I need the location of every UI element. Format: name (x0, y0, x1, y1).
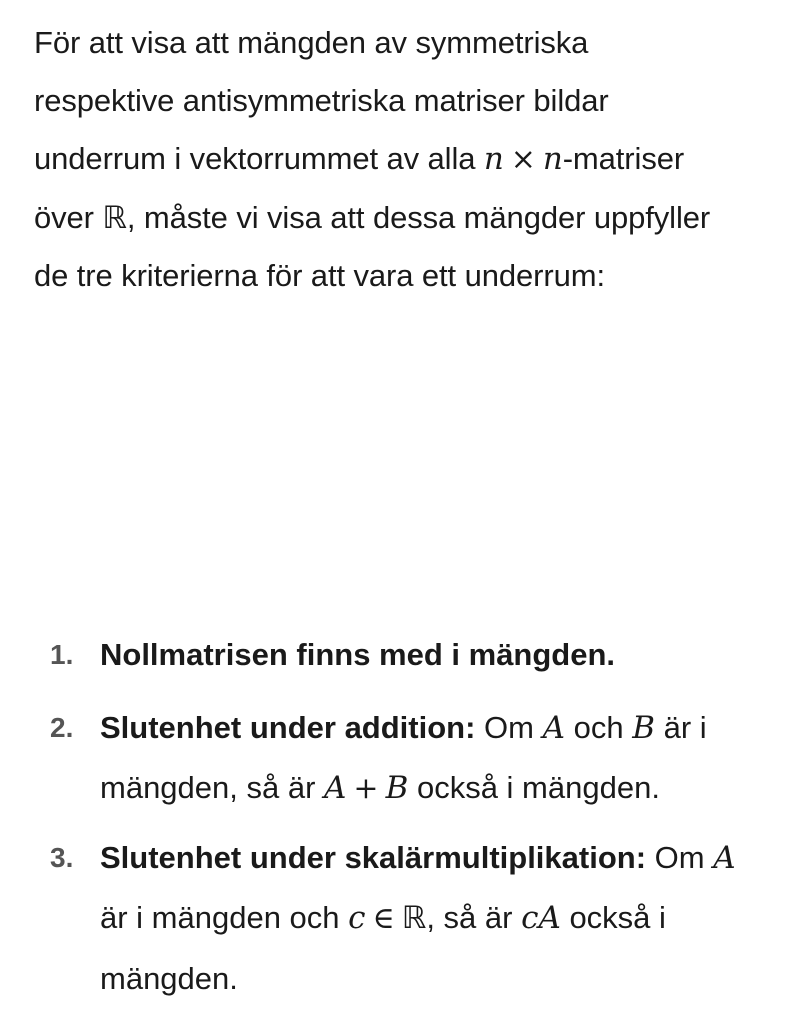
criterion-text: också i mängden. (408, 770, 660, 805)
math-A: A (324, 770, 347, 806)
math-reals: ℝ (102, 200, 127, 236)
math-element-of: ∈ (372, 901, 395, 936)
math-plus: + (353, 771, 379, 806)
criterion-text: , så är (426, 900, 522, 935)
math-B: B (385, 770, 409, 806)
criterion-item (34, 698, 784, 819)
math-B: B (632, 710, 655, 746)
list-number: 3. (50, 842, 74, 873)
intro-line-1: För att visa att mängden av symmetriska (34, 25, 589, 60)
criterion-item (34, 625, 784, 685)
criterion-text: Om (475, 710, 543, 745)
intro-line-3-pre: underrum i vektorrummet av alla (34, 141, 484, 176)
math-A: A (713, 840, 736, 876)
intro-line-2: respektive antisymmetriska matriser bildar (34, 83, 609, 118)
criterion-text: är i mängden och (100, 900, 349, 935)
math-cA: cA (521, 900, 561, 936)
criterion-title: Slutenhet under addition: (100, 710, 476, 745)
list-number: 2. (50, 712, 74, 743)
criterion-text: Om (646, 840, 714, 875)
criterion-title: Nollmatrisen finns med i mängden. (100, 637, 616, 672)
list-number: 1. (50, 639, 74, 670)
math-A: A (542, 710, 565, 746)
math-n: n (483, 141, 504, 177)
math-c: c (348, 900, 366, 936)
intro-paragraph (34, 14, 784, 305)
criterion-text: mängden. (100, 961, 238, 996)
math-reals: ℝ (401, 900, 427, 936)
criterion-item (34, 828, 784, 1009)
criterion-text: också i (560, 900, 666, 935)
intro-line-5: de tre kriterierna för att vara ett underrum: (34, 258, 605, 293)
document-body (34, 14, 784, 996)
math-n: n (542, 141, 563, 177)
criterion-text: mängden, så är (100, 770, 325, 805)
intro-line-3-post: -matriser (562, 141, 685, 176)
intro-line-4-post: , måste vi visa att dessa mängder uppfyller (126, 200, 711, 235)
criterion-text: är i (654, 710, 707, 745)
math-times: × (510, 142, 536, 177)
criterion-title: Slutenhet under skalärmultiplikation: (100, 840, 647, 875)
intro-line-4-pre: över (34, 200, 103, 235)
criterion-text: och (564, 710, 633, 745)
